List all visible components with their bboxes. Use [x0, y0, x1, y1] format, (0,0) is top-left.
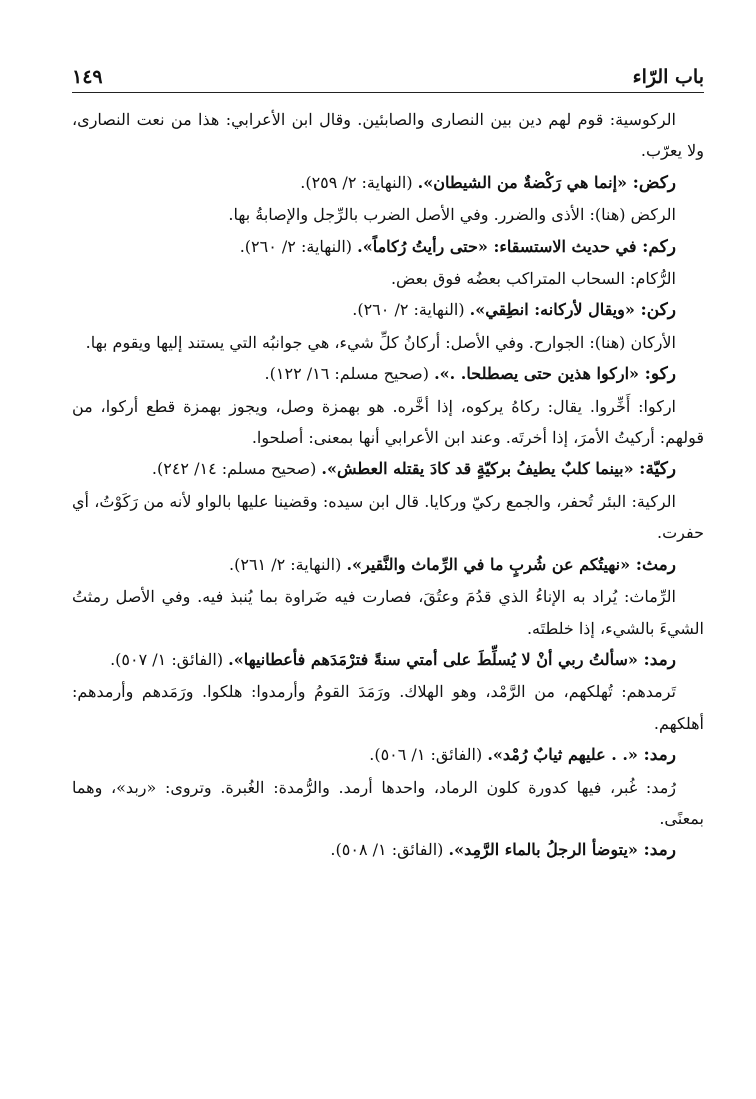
quote: «ويقال لأركانه: انطِقي».	[469, 300, 641, 320]
definition-paragraph: الأركان (هنا): الجوارح. وفي الأصل: أركانُ كلِّ شيء، هي جوانبُه التي يستند إليها ويقوم بها.	[85, 332, 676, 352]
page-body	[72, 104, 704, 867]
definition-paragraph: تَرمدهم: تُهلكهم، من الرَّمْد، وهو الهلاك. ورَمَدَ القومُ وأرمدوا: هلكوا. ورَمَدهم وأرمدهم: أهلكهم.	[72, 682, 704, 733]
entry-line	[72, 549, 704, 581]
definition-paragraph: اركوا: أَخِّروا. يقال: ركاهُ يركوه، إذا أخَّره. هو بهمزة وصل، ويجوز بهمزة قطع أركوا، من قولهم: أركيتُ الأمرَ، إذا أخرتَه. وعند ابن الأعرابي أنها بمعنى: أصلحوا.	[72, 396, 704, 448]
quote: «اركوا هذين حتى يصطلحا. .».	[434, 364, 645, 384]
quote: «. . عليهم ثيابٌ رُمْد».	[487, 745, 644, 765]
definition-paragraph: الركية: البئر تُحفر، والجمع ركيّ وركايا. قال ابن سيده: وقضينا عليها بالواو لأنه من رَكَوْتُ، أي حفرت.	[72, 491, 704, 543]
headword: ركو:	[644, 364, 676, 385]
definition-paragraph: رُمد: غُبر، فيها كدورة كلون الرماد، واحدها أرمد. والرُّمدة: الغُبرة. وتروى: «ربد»، وهما بمعنًى.	[72, 777, 704, 828]
headword: رمد:	[643, 840, 676, 861]
reference: (الفائق: ١/ ٥٠٧).	[110, 649, 229, 669]
reference: (النهاية: ٢/ ٢٦١).	[229, 554, 347, 574]
headword: رمد:	[643, 745, 676, 766]
definition-paragraph: الرِّماث: يُراد به الإناءُ الذي قدُمَ وعتُقَ، فصارت فيه ضَراوة بما يُنبذ فيه. وفي الأصل رمثتُ الشيءَ بالشيء، إذا خلطتَه.	[72, 587, 704, 638]
header-rule	[72, 92, 704, 93]
definition-paragraph: الرُّكام: السحاب المتراكب بعضُه فوق بعض.	[390, 269, 676, 289]
definition-paragraph: الركوسية: قوم لهم دين بين النصارى والصابئين. وقال ابن الأعرابي: هذا من نعت النصارى، ولا يعرّب.	[72, 110, 704, 161]
entry-line	[72, 231, 704, 263]
quote: «نهيتُكم عن شُربٍ ما في الرِّماث والنَّقير».	[346, 554, 636, 574]
headword: ركيّة:	[639, 459, 676, 480]
chapter-title: باب الرّاء	[632, 66, 704, 88]
headword: رمث:	[635, 554, 676, 575]
definition-paragraph: الركض (هنا): الأذى والضرر. وفي الأصل الضرب بالرِّجل والإصابةُ بها.	[228, 205, 676, 225]
quote: «إنما هي رَكْضةٌ من الشيطان».	[417, 172, 633, 192]
page-header	[72, 58, 704, 88]
entry-line	[72, 294, 704, 326]
entry-line	[72, 739, 704, 771]
quote: في حديث الاستسقاء: «حتى رأيتُ رُكاماً».	[357, 236, 643, 256]
quote: «يتوضأ الرجلُ بالماء الرَّمِد».	[448, 840, 644, 860]
entry-line	[72, 358, 704, 390]
entry-line	[72, 834, 704, 866]
page-number: ١٤٩	[72, 66, 103, 88]
headword: رمد:	[643, 649, 676, 670]
reference: (الفائق: ١/ ٥٠٦).	[369, 745, 488, 765]
quote: «سألتُ ربي أنْ لا يُسلِّطَ على أمتي سنةً فترْمَدَهم فأعطانيها».	[228, 649, 644, 669]
headword: ركم:	[642, 236, 676, 257]
reference: (الفائق: ١/ ٥٠٨).	[330, 840, 449, 860]
entry-line	[72, 453, 704, 485]
headword: ركض:	[632, 172, 676, 193]
reference: (النهاية: ٢/ ٢٦٠).	[239, 236, 358, 256]
reference: (النهاية: ٢/ ٢٦٠).	[352, 300, 470, 320]
quote: «بينما كلبٌ يطيفُ بركيّةٍ قد كادَ يقتله العطش».	[321, 459, 640, 479]
entry-line	[72, 644, 704, 676]
headword: ركن:	[640, 300, 676, 321]
reference: (صحيح مسلم: ١٤/ ٢٤٢).	[151, 459, 322, 479]
entry-line	[72, 167, 704, 199]
reference: (صحيح مسلم: ١٦/ ١٢٢).	[264, 364, 435, 384]
reference: (النهاية: ٢/ ٢٥٩).	[300, 172, 418, 192]
